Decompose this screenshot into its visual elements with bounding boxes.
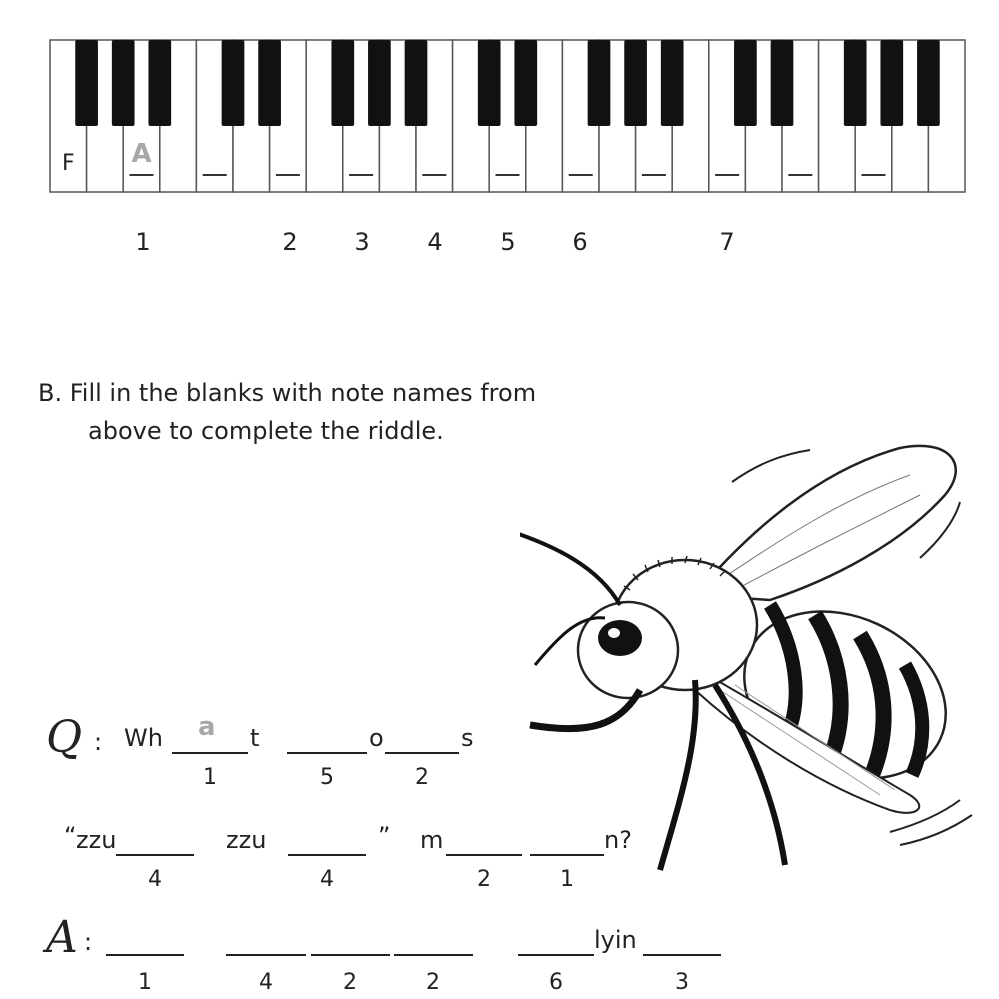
example-answer-a: a [198, 712, 216, 742]
bee-illustration [520, 440, 990, 880]
black-key [514, 40, 537, 126]
black-key [588, 40, 611, 126]
black-key [368, 40, 391, 126]
black-key [844, 40, 867, 126]
blank-q4[interactable] [116, 854, 194, 856]
key-number: 1 [135, 228, 151, 256]
black-key [478, 40, 501, 126]
blank-number: 1 [560, 867, 574, 892]
instruction-line-1: B. Fill in the blanks with note names from [38, 379, 537, 407]
blank-a1[interactable] [106, 954, 184, 956]
black-key [331, 40, 354, 126]
blank-number: 4 [148, 867, 162, 892]
blank-a2[interactable] [226, 954, 306, 956]
answer-marker: A [46, 912, 78, 963]
question-marker: Q [46, 712, 83, 763]
answer-colon: : [84, 928, 93, 956]
key-number-row [0, 228, 999, 268]
blank-number: 6 [549, 970, 563, 995]
black-key [624, 40, 647, 126]
key-number: 6 [572, 228, 588, 256]
blank-number: 2 [415, 765, 429, 790]
blank-number: 3 [675, 970, 689, 995]
blank-a6[interactable] [643, 954, 721, 956]
blank-q2[interactable] [287, 752, 367, 754]
instruction-line-2: above to complete the riddle. [88, 417, 444, 445]
blank-a3[interactable] [311, 954, 390, 956]
black-key [75, 40, 98, 126]
black-key [734, 40, 757, 126]
key-number: 5 [500, 228, 516, 256]
blank-q6[interactable] [446, 854, 522, 856]
blank-q5[interactable] [288, 854, 366, 856]
question-text-s: s [461, 724, 474, 752]
blank-q3[interactable] [385, 752, 459, 754]
blank-q1[interactable] [172, 752, 248, 754]
blank-number: 2 [426, 970, 440, 995]
black-key [917, 40, 940, 126]
black-key [222, 40, 245, 126]
black-key [112, 40, 135, 126]
key-number: 3 [354, 228, 370, 256]
key-label-f: F [61, 151, 75, 176]
question-colon: : [94, 728, 103, 756]
key-number: 2 [282, 228, 298, 256]
blank-number: 1 [203, 765, 217, 790]
question-text-zzu-2: zzu [226, 826, 267, 854]
black-key [661, 40, 684, 126]
blank-number: 5 [320, 765, 334, 790]
question-text-o: o [369, 724, 384, 752]
answer-text-lyin: lyin [594, 926, 637, 954]
blank-number: 2 [343, 970, 357, 995]
section-b-instructions [38, 374, 536, 450]
black-key [771, 40, 794, 126]
question-text-n: n? [604, 826, 632, 854]
black-key [880, 40, 903, 126]
blank-number: 4 [259, 970, 273, 995]
question-text-m: m [420, 826, 444, 854]
piano-keyboard [0, 0, 999, 230]
example-note-a: A [131, 139, 152, 169]
black-key [405, 40, 428, 126]
close-quote: ” [378, 822, 391, 850]
question-text-wh: Wh [124, 724, 163, 752]
blank-number: 1 [138, 970, 152, 995]
question-text-zzu-1: zzu [76, 826, 117, 854]
blank-a4[interactable] [394, 954, 473, 956]
blank-number: 4 [320, 867, 334, 892]
key-number: 4 [427, 228, 443, 256]
black-key [258, 40, 281, 126]
key-number: 7 [719, 228, 735, 256]
black-key [148, 40, 171, 126]
blank-number: 2 [477, 867, 491, 892]
question-text-t: t [250, 724, 260, 752]
blank-a5[interactable] [518, 954, 594, 956]
blank-q7[interactable] [530, 854, 604, 856]
open-quote: “ [64, 822, 77, 850]
